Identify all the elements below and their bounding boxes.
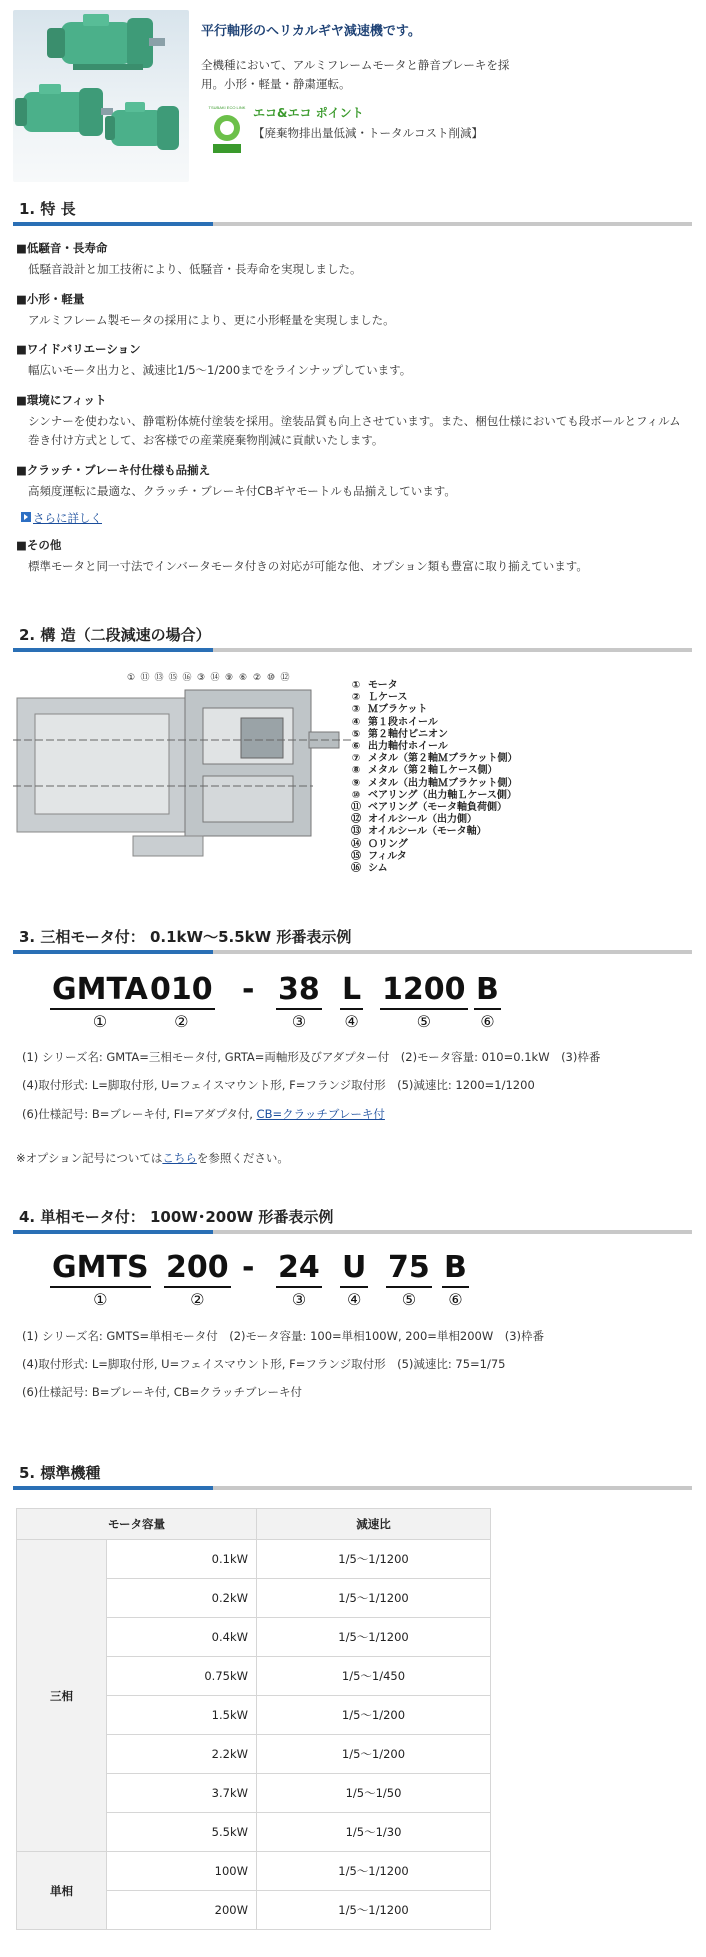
code-frame: 38 ③: [278, 972, 320, 1031]
section-heading-single-phase: [13, 1202, 692, 1234]
table-row: [17, 1540, 491, 1579]
capacity-cell: 3.7kW: [107, 1774, 257, 1813]
diagram-label: ⑥: [238, 673, 248, 683]
ratio-cell: 1/5～1/1200: [257, 1540, 491, 1579]
header-ratio: 減速比: [257, 1509, 491, 1540]
part-number: ⑪: [351, 802, 361, 814]
code-mount: U ④: [342, 1250, 367, 1309]
model1-desc-line: (1) シリーズ名: GMTS=単相モータ付 (2)モータ容量: 100=単相100W, 200=単相200W (3)枠番: [22, 1329, 545, 1343]
ratio-cell: 1/5～1/1200: [257, 1618, 491, 1657]
part-name: ベアリング（出力軸Ｌケース側）: [368, 789, 517, 801]
section-heading-structure: [13, 620, 692, 652]
part-number: ⑭: [351, 838, 361, 850]
feature-text: 標準モータと同一寸法でインバータモータ付きの対応が可能な他、オプション類も豊富に取り揃えています。: [28, 559, 588, 573]
part-number: ⑬: [351, 826, 361, 838]
capacity-cell: 0.75kW: [107, 1657, 257, 1696]
code-dash: -: [242, 972, 255, 1007]
model3-desc-line: (6)仕様記号: B=ブレーキ付, FI=アダプタ付, CB=クラッチブレーキ付: [22, 1107, 385, 1121]
feature-heading: ■クラッチ・ブレーキ付仕様も品揃え: [16, 463, 211, 477]
part-number: ②: [351, 692, 361, 704]
section-heading-standard-models: [13, 1458, 692, 1490]
section-title: 4. 単相モータ付： 100W･200W 形番表示例: [19, 1208, 334, 1226]
diagram-label: ⑭: [210, 673, 220, 683]
parts-list-item: [350, 826, 518, 838]
parts-list-item: [350, 839, 518, 851]
capacity-cell: 1.5kW: [107, 1696, 257, 1735]
standard-models-table: [16, 1508, 491, 1930]
intro-block: [13, 8, 703, 186]
ratio-cell: 1/5～1/450: [257, 1657, 491, 1696]
part-name: Ｍブラケット: [368, 704, 428, 716]
parts-list-item: [350, 704, 518, 716]
part-name: メタル（第２軸Ｌケース側）: [368, 765, 498, 777]
parts-list-item: [350, 851, 518, 863]
section-title: 1. 特 長: [19, 200, 76, 218]
heading-accent-bar: [13, 1486, 213, 1490]
part-number: ③: [351, 704, 361, 716]
part-name: メタル（出力軸Ｍブラケット側）: [368, 777, 518, 789]
part-name: 出力軸付ホイール: [368, 741, 448, 753]
parts-list-item: [350, 790, 518, 802]
code-ratio: 75 ⑤: [388, 1250, 430, 1309]
heading-accent-bar: [13, 648, 213, 652]
parts-list: [350, 680, 518, 875]
parts-list-item: [350, 680, 518, 692]
parts-list-item: [350, 765, 518, 777]
more-details-label: さらに詳しく: [33, 511, 102, 525]
parts-list-item: [350, 802, 518, 814]
clutch-brake-link[interactable]: CB=クラッチブレーキ付: [256, 1107, 385, 1121]
heading-accent-bar: [13, 950, 213, 954]
arrow-icon: [21, 512, 31, 522]
feature-text: アルミフレーム製モータの採用により、更に小形軽量を実現しました。: [28, 313, 395, 327]
phase-group-cell: 単相: [17, 1852, 107, 1930]
code-dash: -: [242, 1250, 255, 1285]
capacity-cell: 0.1kW: [107, 1540, 257, 1579]
part-number: ④: [351, 716, 361, 728]
section-title: 5. 標準機種: [19, 1464, 101, 1482]
part-name: オイルシール（モータ軸）: [368, 826, 487, 838]
model1-desc-line: (6)仕様記号: B=ブレーキ付, CB=クラッチブレーキ付: [22, 1385, 303, 1399]
ratio-cell: 1/5～1/30: [257, 1813, 491, 1852]
ratio-cell: 1/5～1/200: [257, 1696, 491, 1735]
diagram-label: ②: [252, 673, 262, 683]
code-series: GMTS ①: [52, 1250, 149, 1309]
diagram-label: ③: [196, 673, 206, 683]
part-name: Ｌケース: [368, 692, 408, 704]
option-link[interactable]: こちら: [162, 1151, 197, 1165]
eco-title: エコ&エコ ポイント: [253, 106, 364, 120]
part-name: シム: [368, 863, 388, 875]
code-spec: B ⑥: [476, 972, 499, 1031]
capacity-cell: 200W: [107, 1891, 257, 1930]
eco-text: 【廃棄物排出量低減・トータルコスト削減】: [253, 126, 483, 140]
feature-text: シンナーを使わない、静電粉体焼付塗装を採用。塗装品質も向上させています。また、梱包仕様においても段ボールとフィルム巻き付け方式として、お客様での産業廃棄物削減に貢献いたします。: [28, 414, 681, 447]
part-number: ⑫: [351, 814, 361, 826]
ratio-cell: 1/5～1/1200: [257, 1852, 491, 1891]
parts-list-item: [350, 778, 518, 790]
parts-list-item: [350, 729, 518, 741]
heading-accent-bar: [13, 222, 213, 226]
ratio-cell: 1/5～1/50: [257, 1774, 491, 1813]
code-capacity: 200 ②: [166, 1250, 229, 1309]
diagram-label: ①: [126, 673, 136, 683]
feature-heading: ■ワイドバリエーション: [16, 342, 141, 356]
parts-list-item: [350, 863, 518, 875]
parts-list-item: [350, 753, 518, 765]
svg-text:TSUBAKI ECO LINK: TSUBAKI ECO LINK: [208, 105, 246, 110]
diagram-label: ⑪: [140, 673, 150, 683]
eco-link-logo-icon: [208, 102, 246, 156]
code-spec: B ⑥: [444, 1250, 467, 1309]
section-heading-three-phase: [13, 922, 692, 954]
part-name: ベアリング（モータ軸負荷側）: [368, 802, 507, 814]
gearmotor-image: [13, 10, 189, 182]
intro-title: 平行軸形のヘリカルギヤ減速機です。: [201, 24, 421, 39]
diagram-label: ⑮: [168, 673, 178, 683]
intro-text: 全機種において、アルミフレームモータと静音ブレーキを採用。小形・軽量・静粛運転。: [201, 58, 510, 91]
feature-heading: ■低騒音・長寿命: [16, 241, 108, 255]
diagram-label: ⑩: [266, 673, 276, 683]
part-number: ⑦: [351, 753, 361, 765]
section-heading-features: [13, 194, 692, 226]
option-note: ※オプション記号についてはこちらを参照ください。: [16, 1151, 289, 1165]
part-number: ⑨: [351, 777, 361, 789]
header-capacity: モータ容量: [17, 1509, 257, 1540]
capacity-cell: 0.4kW: [107, 1618, 257, 1657]
ratio-cell: 1/5～1/200: [257, 1735, 491, 1774]
product-photo: [13, 10, 189, 182]
diagram-label: ⑬: [154, 673, 164, 683]
table-row: [17, 1852, 491, 1891]
feature-heading: ■その他: [16, 538, 62, 552]
model3-desc-line: (4)取付形式: L=脚取付形, U=フェイスマウント形, F=フランジ取付形 (5)減速比: 1200=1/1200: [22, 1078, 535, 1092]
feature-text: 幅広いモータ出力と、減速比1/5～1/200までをラインナップしています。: [28, 363, 412, 377]
part-number: ⑥: [351, 741, 361, 753]
part-name: 第２軸付ピニオン: [368, 728, 448, 740]
feature-text: 低騒音設計と加工技術により、低騒音・長寿命を実現しました。: [28, 262, 362, 276]
part-number: ⑤: [351, 728, 361, 740]
parts-list-item: [350, 717, 518, 729]
diagram-label: ⑨: [224, 673, 234, 683]
part-number: ①: [351, 680, 361, 691]
part-name: モータ: [368, 680, 398, 691]
diagram-label: ⑫: [280, 673, 290, 683]
feature-text: 高頻度運転に最適な、クラッチ・ブレーキ付CBギヤモートルも品揃えしています。: [28, 484, 456, 498]
part-number: ⑩: [351, 789, 361, 801]
part-name: オイルシール（出力側）: [368, 814, 478, 826]
part-name: フィルタ: [368, 850, 407, 862]
ratio-cell: 1/5～1/1200: [257, 1891, 491, 1930]
code-mount: L ④: [342, 972, 362, 1031]
diagram-label: ⑯: [182, 673, 192, 683]
feature-heading: ■小形・軽量: [16, 292, 85, 306]
part-name: Ｏリング: [368, 838, 408, 850]
section-title: 3. 三相モータ付： 0.1kW～5.5kW 形番表示例: [19, 928, 352, 946]
parts-list-item: [350, 741, 518, 753]
part-name: 第１段ホイール: [368, 716, 438, 728]
code-ratio: 1200 ⑤: [382, 972, 466, 1031]
table-header-row: [17, 1509, 491, 1540]
feature-heading: ■環境にフィット: [16, 393, 107, 407]
capacity-cell: 2.2kW: [107, 1735, 257, 1774]
model3-desc-line: (1) シリーズ名: GMTA=三相モータ付, GRTA=両軸形及びアダプター付 (2)モータ容量: 010=0.1kW (3)枠番: [22, 1050, 601, 1064]
parts-list-item: [350, 814, 518, 826]
section-title: 2. 構 造（二段減速の場合）: [19, 626, 211, 644]
part-name: メタル（第２軸Ｍブラケット側）: [368, 753, 518, 765]
code-frame: 24 ③: [278, 1250, 320, 1309]
ratio-cell: 1/5～1/1200: [257, 1579, 491, 1618]
code-capacity: 010 ②: [150, 972, 213, 1031]
part-number: ⑮: [351, 850, 361, 862]
heading-accent-bar: [13, 1230, 213, 1234]
part-number: ⑯: [351, 863, 361, 875]
capacity-cell: 0.2kW: [107, 1579, 257, 1618]
capacity-cell: 100W: [107, 1852, 257, 1891]
parts-list-item: [350, 692, 518, 704]
phase-group-cell: 三相: [17, 1540, 107, 1852]
part-number: ⑧: [351, 765, 361, 777]
capacity-cell: 5.5kW: [107, 1813, 257, 1852]
code-series: GMTA ①: [52, 972, 148, 1031]
more-details-link[interactable]: [33, 510, 102, 526]
model1-desc-line: (4)取付形式: L=脚取付形, U=フェイスマウント形, F=フランジ取付形 (5)減速比: 75=1/75: [22, 1357, 506, 1371]
